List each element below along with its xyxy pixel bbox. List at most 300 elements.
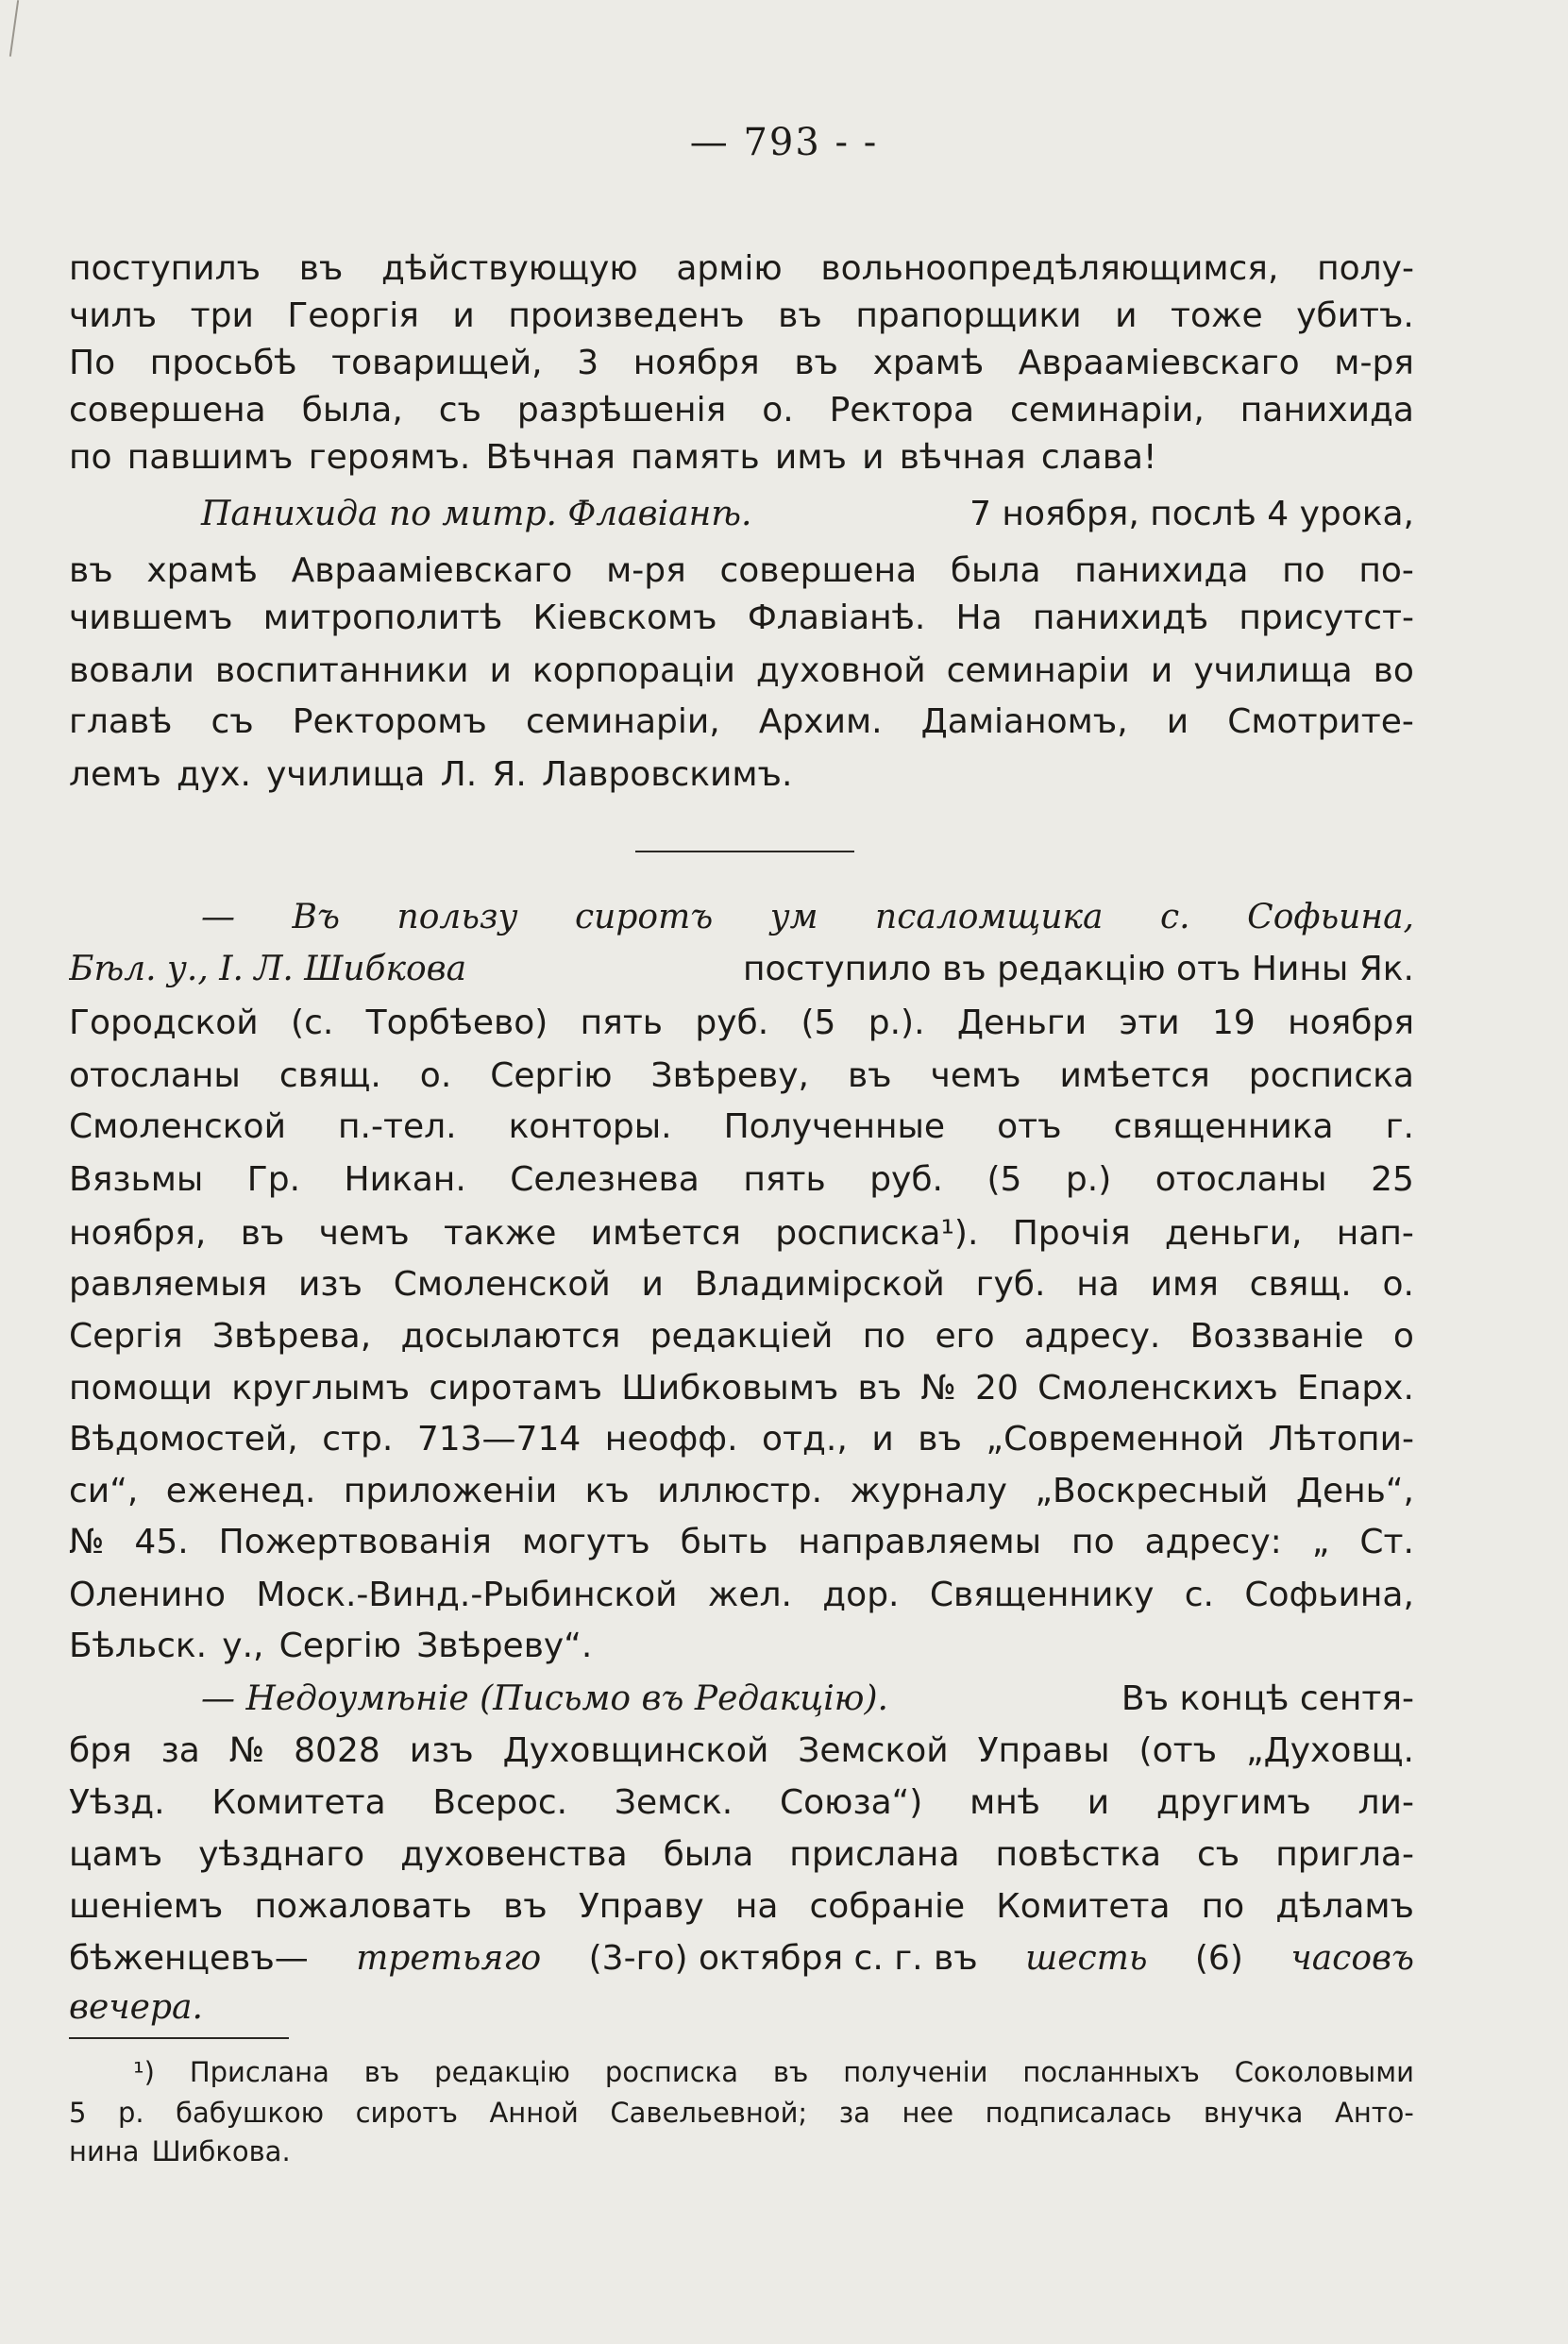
emphasis: третьяго [356, 1939, 542, 1978]
word: въ [69, 551, 113, 590]
word: другимъ [1155, 1783, 1311, 1822]
word: о. [1382, 1265, 1414, 1304]
word: Комитета [211, 1783, 386, 1822]
word: произведенъ [508, 296, 745, 335]
page-number: — 793 - - [689, 121, 879, 164]
word: на [1076, 1265, 1120, 1304]
word: р. [117, 2097, 144, 2129]
word: дор. [822, 1576, 900, 1614]
word: изъ [297, 1265, 362, 1304]
word: чилъ [69, 296, 158, 335]
word: 5 [69, 2097, 87, 2129]
paragraph-heading: Бѣл. у., І. Л. Шибкова [69, 950, 467, 988]
word: семинаріи, [1010, 391, 1205, 430]
text-line [69, 1626, 1414, 1671]
word: въ [918, 1420, 962, 1459]
word: имѣется [590, 1214, 741, 1253]
word: въ [363, 2056, 400, 2088]
text-line [69, 437, 1414, 482]
word: также [443, 1214, 557, 1253]
word: въ [503, 1887, 548, 1926]
word: совершена [69, 391, 266, 430]
word: Шибковымъ [621, 1369, 839, 1408]
word: и [871, 1420, 894, 1459]
word: „Современной [986, 1420, 1245, 1459]
emphasis: шесть [1025, 1939, 1148, 1978]
word: пригла- [1275, 1835, 1414, 1874]
word: была, [301, 391, 403, 430]
text-line [69, 1106, 1414, 1152]
text-fragment: (3-го) октября с. г. въ [588, 1939, 978, 1978]
word: нап- [1336, 1214, 1414, 1253]
word: шеніемъ [69, 1887, 224, 1926]
word: героямъ. [308, 438, 471, 477]
word: г. [1385, 1107, 1414, 1146]
word: имъ [774, 438, 847, 477]
word: Софьина, [1244, 1576, 1414, 1614]
word: просьбѣ [149, 344, 297, 382]
word: Торбѣево) [365, 1003, 548, 1042]
word: Соколовыми [1234, 2056, 1414, 2088]
text-line [69, 1055, 1414, 1101]
word: Смоленской [393, 1265, 611, 1304]
word: м-ря [1334, 344, 1414, 382]
word: присутст- [1239, 599, 1414, 637]
word: Земской [798, 1731, 949, 1770]
word: товарищей, [331, 344, 543, 382]
word: павшимъ [126, 438, 294, 477]
word: отосланы [69, 1056, 241, 1095]
word: свящ. [278, 1056, 381, 1095]
word: 713—714 [416, 1420, 582, 1459]
word: нее [902, 2097, 954, 2129]
word: Епарх. [1296, 1369, 1414, 1408]
word: Селезнева [510, 1160, 700, 1199]
text-line [69, 248, 1414, 294]
word: и [1150, 651, 1173, 690]
word: прапорщики [855, 296, 1082, 335]
word: отосланы [1155, 1160, 1327, 1199]
word: и [641, 1265, 664, 1304]
word: иллюстр. [657, 1472, 823, 1510]
footnote-line [69, 2096, 1414, 2133]
word: быть [680, 1523, 768, 1561]
word: (5 [986, 1160, 1022, 1199]
text-fragment: поступило въ редакцію отъ Нины Як. [742, 950, 1414, 988]
word: Звѣреву, [650, 1056, 809, 1095]
word: священника [1113, 1107, 1334, 1146]
text-line [69, 1886, 1414, 1931]
word: у., [222, 1627, 264, 1665]
word: Вѣчная [485, 438, 615, 477]
word: п.-тел. [338, 1107, 457, 1146]
word: отъ [997, 1107, 1062, 1146]
word: по [1201, 1887, 1245, 1926]
word: изъ [409, 1731, 474, 1770]
word: дѣйствующую [381, 249, 638, 288]
word: училища [266, 755, 426, 794]
word: лемъ [69, 755, 161, 794]
text-line [69, 1003, 1414, 1048]
word: Вязьмы [69, 1160, 204, 1199]
word: Союза“) [779, 1783, 923, 1822]
word: Вѣдомостей, [69, 1420, 298, 1459]
word: деньги, [1164, 1214, 1303, 1253]
text-line [69, 1938, 1414, 1983]
text-line [69, 598, 1414, 643]
scan-mark [9, 0, 19, 57]
word: чемъ [318, 1214, 410, 1253]
word: еженед. [165, 1472, 316, 1510]
word: с. [1184, 1576, 1214, 1614]
word: убитъ. [1296, 296, 1414, 335]
word: слава! [1040, 438, 1157, 477]
text-line [69, 1782, 1414, 1828]
word: № [69, 1523, 105, 1561]
word: Ректора [829, 391, 975, 430]
word: сиротамъ [429, 1369, 603, 1408]
word: вовали [69, 651, 194, 690]
word: Владимірской [694, 1265, 945, 1304]
word: адресу: [1144, 1523, 1282, 1561]
word: могутъ [521, 1523, 650, 1561]
emphasis: часовъ [1290, 1939, 1414, 1978]
word: Софьина, [1247, 898, 1414, 936]
text-line [69, 1159, 1414, 1205]
word: стр. [322, 1420, 394, 1459]
text-line [69, 1730, 1414, 1776]
word: р.) [1065, 1160, 1112, 1199]
paragraph-heading-line [69, 897, 1414, 942]
word: панихидѣ [1032, 599, 1209, 637]
word: Лѣтопи- [1268, 1420, 1414, 1459]
paragraph-heading-line [69, 494, 1414, 539]
word: нина [69, 2135, 140, 2167]
word: Пожертвованія [218, 1523, 492, 1561]
word: храмѣ [146, 551, 258, 590]
word: о. [762, 391, 794, 430]
word: Моск.-Винд.-Рыбинской [256, 1576, 678, 1614]
word: разрѣшенія [516, 391, 727, 430]
text-line [69, 1264, 1414, 1309]
word: по- [1358, 551, 1414, 590]
word: Всерос. [432, 1783, 568, 1822]
word: руб. [869, 1160, 943, 1199]
text-fragment: бѣженцевъ— [69, 1939, 309, 1978]
word: помощи [69, 1369, 213, 1408]
word: ум [769, 898, 818, 936]
word: семинаріи, [525, 702, 720, 741]
word: въ [772, 2056, 809, 2088]
word: журналу [850, 1472, 1007, 1510]
word: Уѣзд. [69, 1783, 165, 1822]
word: р.). [868, 1003, 925, 1042]
word: губ. [975, 1265, 1046, 1304]
word: полу- [1317, 249, 1414, 288]
word: и [862, 438, 885, 477]
word: Анной [489, 2097, 579, 2129]
word: собраніе [809, 1887, 966, 1926]
word: адресу. [1023, 1317, 1161, 1356]
word: Даміаномъ, [920, 702, 1128, 741]
word: Оленино [69, 1576, 226, 1614]
word: бабушкою [176, 2097, 325, 2129]
word: Никан. [344, 1160, 466, 1199]
word: полученіи [843, 2056, 988, 2088]
word: въ [847, 1056, 892, 1095]
paragraph-heading: Панихида по митр. Флавіанѣ. [201, 495, 752, 533]
word: Полученные [723, 1107, 946, 1146]
word: по [69, 438, 112, 477]
word: панихида [1074, 551, 1249, 590]
text-line [69, 1471, 1414, 1516]
word: равляемыя [69, 1265, 268, 1304]
word: Смоленскихъ [1037, 1369, 1278, 1408]
text-line [69, 1419, 1414, 1464]
word: сиротъ [575, 898, 714, 936]
word: сиротъ [355, 2097, 458, 2129]
word: м-ря [606, 551, 686, 590]
word: „Воскресный [1035, 1472, 1269, 1510]
word: Деньги [956, 1003, 1087, 1042]
word: Сергію [490, 1056, 613, 1095]
word: № [920, 1369, 956, 1408]
word: ноября [632, 344, 760, 382]
word: Лавровскимъ. [542, 755, 793, 794]
word: 3 [577, 344, 599, 382]
word: внучка [1203, 2097, 1304, 2129]
word: Анто- [1334, 2097, 1414, 2129]
word: въ [778, 296, 822, 335]
word: эти [1119, 1003, 1180, 1042]
word: дѣламъ [1275, 1887, 1414, 1926]
text-line [69, 343, 1414, 388]
word: досылаются [400, 1317, 621, 1356]
word: и [1166, 702, 1189, 741]
word: Въ [292, 898, 340, 936]
paragraph-heading-line [69, 1678, 1414, 1724]
word: на [734, 1887, 779, 1926]
word: митрополитѣ [262, 599, 503, 637]
word: ноября, [69, 1214, 207, 1253]
word: росписка¹). [775, 1214, 979, 1253]
word: за [160, 1731, 200, 1770]
word: пять [743, 1160, 826, 1199]
word: 20 [975, 1369, 1019, 1408]
word: № [228, 1731, 265, 1770]
text-line [69, 949, 1414, 994]
footnote-line [69, 2055, 1414, 2093]
word: по [862, 1317, 906, 1356]
word: приложеніи [343, 1472, 558, 1510]
word: Городской [69, 1003, 259, 1042]
word: чившемъ [69, 599, 233, 637]
word: Управы [977, 1731, 1110, 1770]
word: духовенства [400, 1835, 628, 1874]
footnote-divider [69, 2037, 289, 2039]
word: День“, [1295, 1472, 1414, 1510]
word: о. [419, 1056, 452, 1095]
word: Управу [578, 1887, 704, 1926]
word: по [1071, 1523, 1115, 1561]
word: псаломщика [875, 898, 1104, 936]
word: панихида [1239, 391, 1414, 430]
word: (5 [801, 1003, 836, 1042]
word: память [631, 438, 760, 477]
word: Прочія [1012, 1214, 1131, 1253]
word: уѣзднаго [198, 1835, 365, 1874]
word: поступилъ [69, 249, 261, 288]
word: корпораціи [531, 651, 735, 690]
footnote-line [69, 2134, 1414, 2172]
section-divider [635, 851, 854, 852]
word: ¹) [133, 2056, 155, 2088]
word: направляемы [798, 1523, 1042, 1561]
word: конторы. [508, 1107, 672, 1146]
word: воспитанники [214, 651, 469, 690]
word: за [838, 2097, 870, 2129]
word: „Духовщ. [1245, 1731, 1414, 1770]
word: по [1282, 551, 1325, 590]
word: жел. [707, 1576, 792, 1614]
word: въ [794, 344, 838, 382]
word: семинаріи [946, 651, 1130, 690]
word: духовной [755, 651, 926, 690]
word: была [663, 1835, 754, 1874]
word: росписка [1248, 1056, 1414, 1095]
text-line [69, 295, 1414, 341]
word: ли- [1357, 1783, 1414, 1822]
word: свящ. [1249, 1265, 1352, 1304]
word: росписка [604, 2056, 738, 2088]
word: съ [438, 391, 481, 430]
word: и [1087, 1783, 1110, 1822]
word: 45. [134, 1523, 189, 1561]
word: На [955, 599, 1003, 637]
word: храмѣ [872, 344, 985, 382]
word: Флавіанѣ. [747, 599, 926, 637]
word: Бѣльск. [69, 1627, 208, 1665]
word: во [1373, 651, 1414, 690]
word: повѣстка [995, 1835, 1162, 1874]
word: армію [676, 249, 783, 288]
word: въ [857, 1369, 902, 1408]
word: главѣ [69, 702, 173, 741]
word: 8028 [294, 1731, 380, 1770]
word: Смотрите- [1227, 702, 1414, 741]
text-line [69, 550, 1414, 596]
text-line [69, 650, 1414, 696]
word: Георгія [287, 296, 419, 335]
word: 19 [1211, 1003, 1256, 1042]
word: Сергія [69, 1317, 183, 1356]
word: (отъ [1138, 1731, 1218, 1770]
word: три [190, 296, 254, 335]
word: Смоленской [69, 1107, 286, 1146]
text-fragment: (6) [1194, 1939, 1243, 1978]
word: въ [298, 249, 344, 288]
text-line [69, 1522, 1414, 1567]
word: и [452, 296, 475, 335]
word: „ [1311, 1523, 1330, 1561]
word: вольноопредѣляющимся, [820, 249, 1279, 288]
word: совершена [719, 551, 918, 590]
word: дух. [176, 755, 251, 794]
word: редакціей [649, 1317, 834, 1356]
word: его [935, 1317, 995, 1356]
text-fragment: 7 ноября, послѣ 4 урока, [969, 495, 1414, 533]
paragraph-heading: — Недоумѣніе (Письмо въ Редакцію). [201, 1679, 888, 1718]
emphasis: вечера. [69, 1988, 203, 2027]
text-line [69, 1213, 1414, 1258]
word: съ [211, 702, 254, 741]
word: подписалась [985, 2097, 1172, 2129]
word: Прислана [189, 2056, 329, 2088]
word: цамъ [69, 1835, 163, 1874]
word: Шибкова. [151, 2135, 291, 2167]
word: Духовщинской [502, 1731, 769, 1770]
text-line [69, 1368, 1414, 1413]
word: пользу [396, 898, 518, 936]
word: пожаловать [254, 1887, 473, 1926]
word: о [1392, 1317, 1414, 1356]
text-line [69, 1316, 1414, 1361]
word: неофф. [604, 1420, 738, 1459]
word: Ст. [1359, 1523, 1414, 1561]
word: Авраамiевскаго [291, 551, 573, 590]
word: въ [240, 1214, 285, 1253]
word: Звѣрева, [211, 1317, 372, 1356]
word: Кіевскомъ [532, 599, 717, 637]
word: училища [1193, 651, 1353, 690]
word: круглымъ [231, 1369, 411, 1408]
word: Ректоромъ [292, 702, 487, 741]
word: Комитета [996, 1887, 1171, 1926]
text-line [69, 1834, 1414, 1880]
word: Л. [440, 755, 478, 794]
word: (с. [291, 1003, 334, 1042]
word: прислана [789, 1835, 960, 1874]
word: отд., [762, 1420, 848, 1459]
word: имѣется [1059, 1056, 1210, 1095]
word: Гр. [246, 1160, 301, 1199]
text-line [69, 1987, 1414, 2032]
word: Савельевной; [610, 2097, 808, 2129]
word: къ [584, 1472, 630, 1510]
word: Воззваніе [1189, 1317, 1364, 1356]
word: редакцію [434, 2056, 570, 2088]
word: си“, [69, 1472, 139, 1510]
word: ноября [1288, 1003, 1414, 1042]
word: 25 [1371, 1160, 1414, 1199]
word: Архим. [758, 702, 883, 741]
word: съ [1197, 1835, 1240, 1874]
word: пять [580, 1003, 664, 1042]
word: вѣчная [899, 438, 1026, 477]
word: По [69, 344, 116, 382]
word: Я. [492, 755, 527, 794]
word: посланныхъ [1022, 2056, 1200, 2088]
word: с. [1160, 898, 1190, 936]
text-line [69, 390, 1414, 435]
word: руб. [695, 1003, 769, 1042]
word: бря [69, 1731, 132, 1770]
word: Авраамiевскаго [1018, 344, 1300, 382]
word: Сергію [278, 1627, 402, 1665]
word: чемъ [930, 1056, 1021, 1095]
text-line [69, 701, 1414, 747]
text-line [69, 1575, 1414, 1620]
